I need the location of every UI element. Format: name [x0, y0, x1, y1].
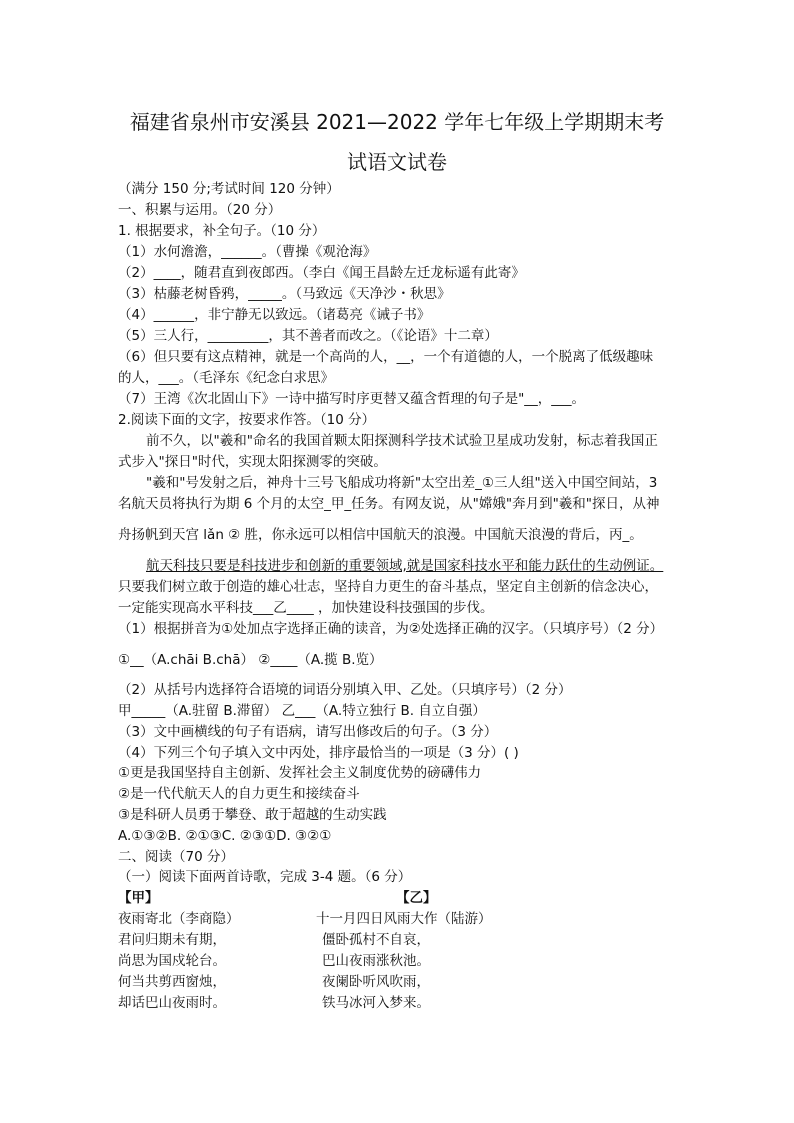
passage-line: 前不久，以"羲和"命名的我国首颗太阳探测科学技术试验卫星成功发射，标志着我国正 — [146, 433, 658, 449]
part2-heading: 二、阅读（70 分） — [118, 849, 234, 865]
doc-title-line2: 试语文试卷 — [347, 150, 447, 174]
doc-title-line1: 福建省泉州市安溪县 2021—2022 学年七年级上学期期末考 — [129, 110, 665, 134]
q1-item: （4）______，非宁静无以致远。（诸葛亮《诫子书》 — [118, 307, 431, 323]
poem-a-line: 尚思为国戍轮台。 — [118, 953, 226, 969]
q1-item: 的人，___。（毛泽东《纪念白求思》 — [118, 370, 334, 386]
poem-a-line: 何当共剪西窗烛， — [118, 974, 226, 990]
passage-line: 舟扬帆到天宫 lǎn ② 胜，你永远可以相信中国航天的浪漫。中国航天浪漫的背后，丙_。 — [118, 527, 643, 543]
section1-heading: （一）阅读下面两首诗歌，完成 3-4 题。（6 分） — [118, 869, 412, 885]
q2-sub: （2）从括号内选择符合语境的词语分别填入甲、乙处。（只填序号）（2 分） — [118, 682, 572, 698]
passage-line: "羲和"号发射之后，神舟十三号飞船成功将新"太空出差_①三人组"送入中国空间站，3 — [146, 475, 658, 491]
q2-sub: 甲_____（A.驻留 B.滞留） 乙___（A.特立独行 B. 自立自强） — [118, 703, 486, 719]
q2-heading: 2.阅读下面的文字，按要求作答。（10 分） — [118, 412, 376, 428]
q2-option: ①更是我国坚持自主创新、发挥社会主义制度优势的磅礴伟力 — [118, 765, 482, 781]
q1-item: （1）水何澹澹，______。（曹操《观沧海》 — [118, 244, 377, 260]
passage-line: 只要我们树立敢于创造的雄心壮志，坚持自力更生的奋斗基点，坚定自主创新的信念决心， — [118, 579, 658, 595]
poem-b-title: 十一月四日风雨大作（陆游） — [316, 911, 492, 927]
passage-line: 式步入"探日"时代，实现太阳探测零的突破。 — [118, 454, 387, 470]
q2-option: ③是科研人员勇于攀登、敢于超越的生动实践 — [118, 807, 387, 823]
poem-a-line: 君问归期未有期， — [118, 932, 226, 948]
q1-item: （2）____，随君直到夜郎西。（李白《闻王昌龄左迁龙标遥有此寄》 — [118, 265, 525, 281]
poem-a-line: 却话巴山夜雨时。 — [118, 995, 226, 1011]
poem-b-line: 僵卧孤村不自哀， — [322, 932, 430, 948]
poem-a-title: 夜雨寄北（李商隐） — [118, 911, 240, 927]
poem-b-line: 铁马冰河入梦来。 — [322, 995, 430, 1011]
q2-option: ②是一代代航天人的自力更生和接续奋斗 — [118, 786, 360, 802]
exam-meta: （满分 150 分;考试时间 120 分钟） — [118, 181, 340, 197]
q2-sub: （1）根据拼音为①处加点字选择正确的读音，为②处选择正确的汉字。（只填序号）（2 分） — [118, 621, 664, 637]
q1-item: （7）王湾《次北固山下》一诗中描写时序更替又蕴含哲理的句子是"__，___。 — [118, 391, 586, 407]
poem-b-line: 巴山夜雨涨秋池。 — [322, 953, 430, 969]
passage-line: 名航天员将执行为期 6 个月的太空_甲_任务。有网友说，从"嫦娥"奔月到"羲和"探日，从神 — [118, 496, 660, 512]
q1-item: （3）枯藤老树昏鸦，_____。（马致远《天净沙・秋思》 — [118, 286, 451, 302]
q2-sub: （3）文中画横线的句子有语病，请写出修改后的句子。（3 分） — [118, 724, 498, 740]
q1-item: （5）三人行，_________，其不善者而改之。（《论语》十二章） — [118, 328, 498, 344]
poem-b-line: 夜阑卧听风吹雨， — [322, 974, 430, 990]
q1-heading: 1. 根据要求，补全句子。（10 分） — [118, 223, 326, 239]
poem-a-label: 【甲】 — [118, 890, 159, 906]
passage-line: 一定能实现高水平科技___乙____ ，加快建设科技强国的步伐。 — [118, 600, 494, 616]
q2-sub: （4）下列三个句子填入文中丙处，排序最恰当的一项是（3 分）( ) — [118, 745, 519, 761]
q2-answers: A.①③②B. ②①③C. ②③①D. ③②① — [118, 828, 332, 844]
q1-item: （6）但只要有这点精神，就是一个高尚的人，__，一个有道德的人，一个脱离了低级趣味 — [118, 349, 654, 365]
passage-underlined-sentence: 航天科技只要是科技进步和创新的重要领域,就是国家科技水平和能力跃仕的生动例证。 — [146, 558, 664, 574]
q2-sub: ①__（A.chāi B.chā） ②____（A.揽 B.览） — [118, 652, 383, 668]
poem-b-label: 【乙】 — [396, 890, 437, 906]
part1-heading: 一、积累与运用。（20 分） — [118, 202, 282, 218]
